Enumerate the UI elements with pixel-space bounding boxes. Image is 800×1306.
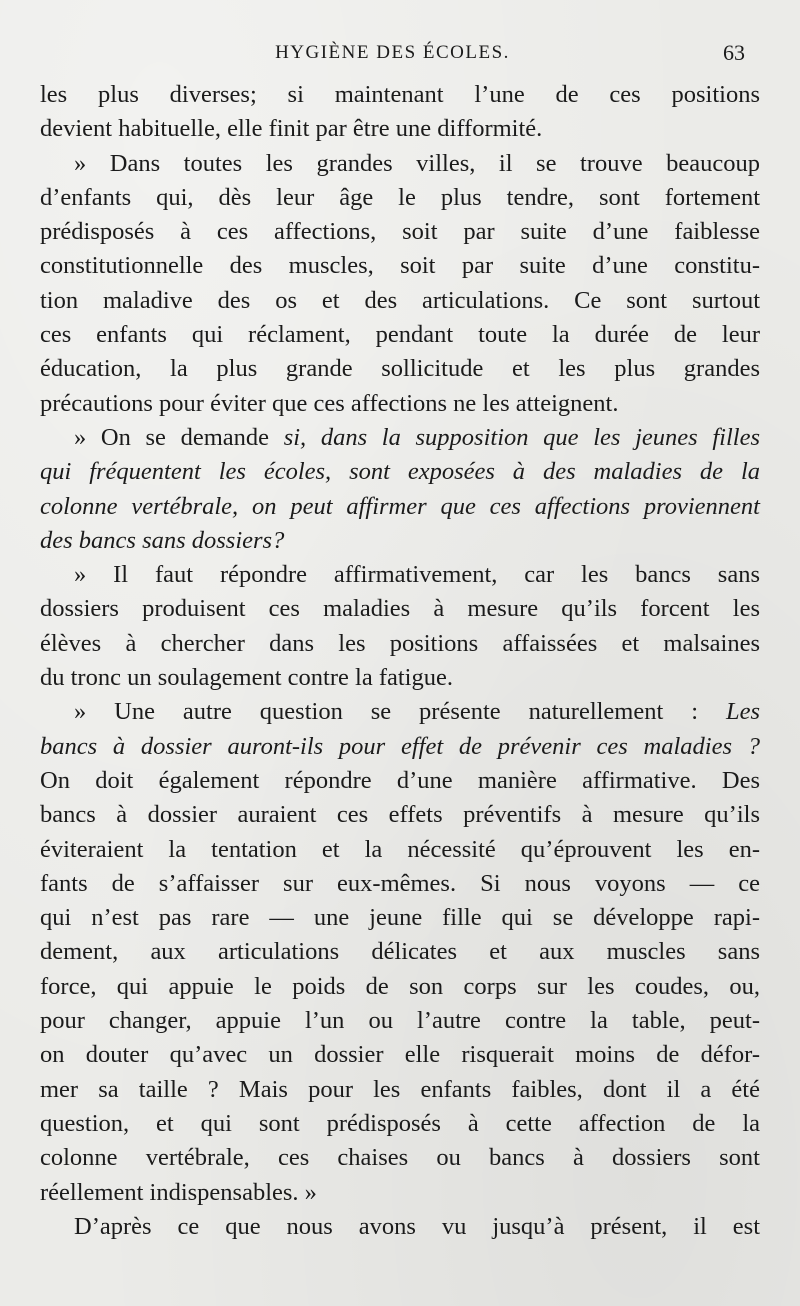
text-line xyxy=(40,901,760,935)
italic-text: des bancs sans dossiers? xyxy=(40,526,285,554)
text-run: D’après ce que nous avons vu jusqu’à présent, il est xyxy=(74,1212,760,1240)
text-line xyxy=(40,490,760,524)
text-line xyxy=(40,524,760,558)
running-title: HYGIÈNE DES ÉCOLES. xyxy=(275,42,510,63)
text-line xyxy=(40,78,760,112)
text-run: ces enfants qui réclament, pendant toute la durée de leur xyxy=(40,321,760,349)
text-run: pour changer, appuie l’un ou l’autre contre la table, peut- xyxy=(40,1007,760,1035)
page-header xyxy=(40,38,745,72)
text-line xyxy=(40,1141,760,1175)
text-run: prédisposés à ces affections, soit par suite d’une faiblesse xyxy=(40,218,760,246)
text-line xyxy=(40,695,760,729)
italic-text: colonne vertébrale, on peut affirmer que ces affections proviennent xyxy=(40,492,760,520)
text-line xyxy=(40,1176,760,1210)
text-line xyxy=(40,1210,760,1244)
text-line xyxy=(40,1073,760,1107)
text-line xyxy=(40,112,760,146)
text-run: qui n’est pas rare — une jeune fille qui se développe rapi- xyxy=(40,904,760,932)
italic-text: bancs à dossier auront-ils pour effet de prévenir ces maladies ? xyxy=(40,732,760,760)
text-run: » Dans toutes les grandes villes, il se trouve beaucoup xyxy=(74,149,760,177)
text-line xyxy=(40,661,760,695)
text-line xyxy=(40,318,760,352)
text-line xyxy=(40,387,760,421)
text-line xyxy=(40,867,760,901)
text-run: du tronc un soulagement contre la fatigue. xyxy=(40,664,453,692)
text-run: on douter qu’avec un dossier elle risquerait moins de défor- xyxy=(40,1041,760,1069)
text-run: les plus diverses; si maintenant l’une de ces positions xyxy=(40,81,760,108)
text-run: mer sa taille ? Mais pour les enfants faibles, dont il a été xyxy=(40,1075,760,1103)
text-line xyxy=(40,455,760,489)
italic-text: qui fréquentent les écoles, sont exposées à des maladies de la xyxy=(40,458,760,486)
text-run: colonne vertébrale, ces chaises ou bancs à dossiers sont xyxy=(40,1144,760,1172)
text-line xyxy=(40,284,760,318)
text-line xyxy=(40,181,760,215)
text-line xyxy=(40,592,760,626)
text-run: bancs à dossier auraient ces effets préventifs à mesure qu’ils xyxy=(40,801,760,829)
text-line xyxy=(40,798,760,832)
text-line xyxy=(40,833,760,867)
text-run: dossiers produisent ces maladies à mesure qu’ils forcent les xyxy=(40,595,760,623)
text-run: » Une autre question se présente naturellement : xyxy=(74,698,726,726)
text-run: question, et qui sont prédisposés à cette affection de la xyxy=(40,1109,760,1137)
text-run: force, qui appuie le poids de son corps sur les coudes, ou, xyxy=(40,972,760,1000)
text-line xyxy=(40,627,760,661)
text-run: éviteraient la tentation et la nécessité qu’éprouvent les en- xyxy=(40,835,760,863)
text-run: tion maladive des os et des articulations. Ce sont surtout xyxy=(40,286,760,314)
text-line xyxy=(40,558,760,592)
text-line xyxy=(40,1107,760,1141)
text-line xyxy=(40,147,760,181)
text-run: d’enfants qui, dès leur âge le plus tendre, sont fortement xyxy=(40,183,760,211)
text-run: constitutionnelle des muscles, soit par suite d’une constitu- xyxy=(40,252,760,280)
text-run: fants de s’affaisser sur eux-mêmes. Si nous voyons — ce xyxy=(40,869,760,897)
italic-text: Les xyxy=(725,698,760,726)
text-line xyxy=(40,935,760,969)
text-line xyxy=(40,1038,760,1072)
text-run: précautions pour éviter que ces affections ne les atteignent. xyxy=(40,389,619,417)
body-text xyxy=(40,78,760,1244)
text-line xyxy=(40,730,760,764)
page-number: 63 xyxy=(723,40,745,65)
text-run: élèves à chercher dans les positions affaissées et malsaines xyxy=(40,629,760,657)
text-line xyxy=(40,352,760,386)
italic-text: si, dans la supposition que les jeunes filles xyxy=(283,423,760,451)
text-line xyxy=(40,764,760,798)
text-run: devient habituelle, elle finit par être une difformité. xyxy=(40,115,543,143)
text-line xyxy=(40,215,760,249)
text-run: » On se demande xyxy=(74,423,284,451)
text-line xyxy=(40,249,760,283)
text-run: » Il faut répondre affirmativement, car les bancs sans xyxy=(74,561,760,589)
text-run: On doit également répondre d’une manière affirmative. Des xyxy=(40,766,760,794)
text-line xyxy=(40,1004,760,1038)
text-run: réellement indispensables. » xyxy=(40,1178,317,1206)
text-line xyxy=(40,421,760,455)
text-run: dement, aux articulations délicates et aux muscles sans xyxy=(40,938,760,966)
text-line xyxy=(40,970,760,1004)
text-run: éducation, la plus grande sollicitude et les plus grandes xyxy=(40,355,760,383)
